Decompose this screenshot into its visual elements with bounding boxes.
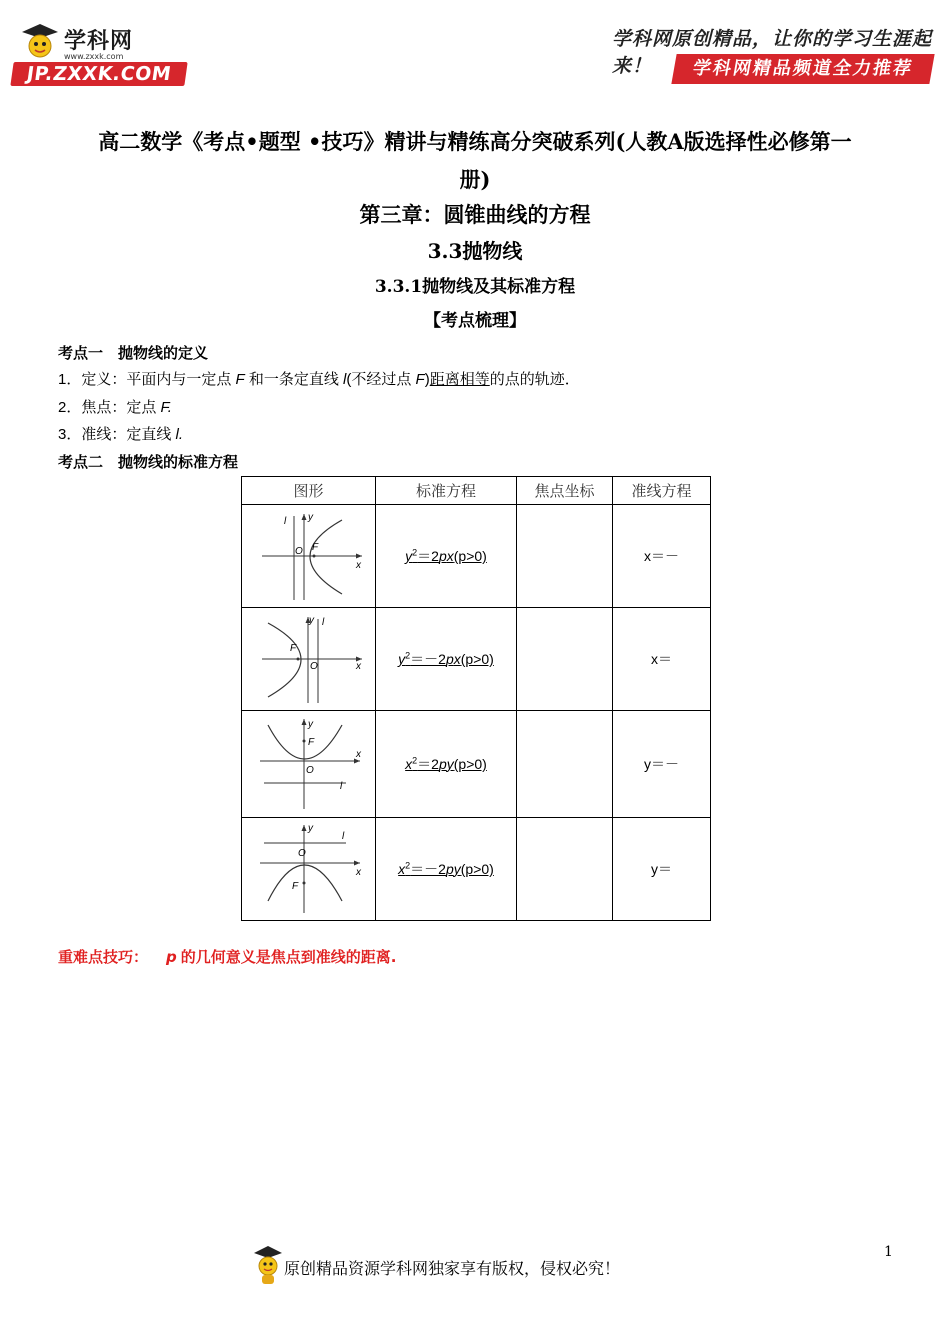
label-l: l bbox=[339, 781, 342, 792]
y-axis-arrow bbox=[301, 514, 306, 520]
chapter-title: 第三章：圆锥曲线的方程 bbox=[359, 202, 591, 227]
equation-text: $x^2=-2py(p>0)$ bbox=[398, 860, 494, 877]
logo-banner: JP.ZXXK.COM bbox=[10, 62, 187, 86]
graph-up-opening bbox=[254, 715, 364, 813]
col-header-focus: 焦点坐标 bbox=[517, 477, 613, 505]
mascot-icon bbox=[18, 22, 60, 62]
graph-cell bbox=[242, 711, 376, 818]
logo-url: www.zxxk.com bbox=[64, 52, 124, 61]
focus-cell bbox=[517, 608, 613, 711]
col-header-graph: 图形 bbox=[242, 477, 376, 505]
equation-text: $y^2=2px(p>0)$ bbox=[405, 547, 487, 564]
label-l: l bbox=[341, 831, 344, 842]
label-l: l bbox=[321, 617, 324, 628]
kd1-item-directrix: 3．准线：定直线 l. bbox=[58, 426, 184, 443]
label-x: x bbox=[355, 867, 361, 878]
section-title: 3.3抛物线 bbox=[427, 239, 523, 263]
kd1-item-focus: 2．焦点：定点 F. bbox=[58, 399, 172, 416]
kd1-heading: 考点一 抛物线的定义 bbox=[58, 344, 209, 362]
doc-title-line1: 高二数学《考点•题型 •技巧》精讲与精练高分突破系列(人教A版选择性必修第一 bbox=[98, 129, 852, 154]
header-banner: 学科网精品频道全力推荐 bbox=[671, 54, 934, 84]
label-y: y bbox=[308, 615, 314, 626]
graph-down-opening bbox=[254, 821, 364, 917]
label-O: O bbox=[309, 661, 318, 672]
label-F: F bbox=[291, 881, 298, 892]
col-header-directrix: 准线方程 bbox=[613, 477, 711, 505]
equation-text: $y^2=-2px(p>0)$ bbox=[398, 650, 494, 667]
focus-cell bbox=[517, 818, 613, 921]
label-F: F bbox=[289, 643, 296, 654]
table-row bbox=[242, 505, 711, 608]
directrix-cell: x＝－ bbox=[613, 505, 711, 608]
graph-cell bbox=[242, 608, 376, 711]
label-O: O bbox=[297, 848, 306, 859]
header-slogan: 学科网原创精品，让你的学习生涯起来！ bbox=[612, 28, 933, 77]
y-axis-arrow bbox=[301, 719, 306, 725]
x-axis-arrow bbox=[354, 861, 360, 866]
doc-title-line2: 册) bbox=[459, 167, 491, 192]
graph-cell bbox=[242, 818, 376, 921]
tip-p: p bbox=[166, 948, 177, 966]
label-y: y bbox=[307, 823, 313, 834]
focus-point bbox=[302, 882, 305, 885]
table-header-row bbox=[242, 477, 711, 505]
equation-text: $x^2=2py(p>0)$ bbox=[405, 755, 487, 772]
graph-cell bbox=[242, 505, 376, 608]
label-O: O bbox=[294, 546, 303, 557]
x-axis-arrow bbox=[356, 554, 362, 559]
parabola-table bbox=[241, 476, 711, 921]
focus-cell bbox=[517, 711, 613, 818]
label-F: F bbox=[307, 737, 314, 748]
equation-cell bbox=[376, 505, 517, 608]
focus-point bbox=[296, 658, 299, 661]
tip-line bbox=[58, 946, 396, 967]
equation-cell bbox=[376, 608, 517, 711]
directrix-cell: y＝ bbox=[613, 818, 711, 921]
label-O: O bbox=[305, 765, 314, 776]
equation-cell bbox=[376, 711, 517, 818]
subsection-title: 3.3.1抛物线及其标准方程 bbox=[374, 277, 576, 297]
tip-text: 的几何意义是焦点到准线的距离. bbox=[180, 948, 397, 966]
label-l: l bbox=[283, 516, 286, 527]
page-number: 1 bbox=[884, 1244, 893, 1260]
label-x: x bbox=[355, 560, 361, 571]
footer-mascot-icon bbox=[252, 1244, 284, 1286]
footer-copyright: 原创精品资源学科网独家享有版权，侵权必究！ bbox=[284, 1259, 621, 1278]
table-row bbox=[242, 818, 711, 921]
focus-cell bbox=[517, 505, 613, 608]
section-bracket-heading: 【考点梳理】 bbox=[424, 311, 526, 331]
directrix-cell: x＝ bbox=[613, 608, 711, 711]
table-row bbox=[242, 608, 711, 711]
kd1-item-definition: 1．定义：平面内与一定点 F 和一条定直线 l(不经过点 F)距离相等的点的轨迹． bbox=[58, 371, 580, 388]
label-x: x bbox=[355, 749, 361, 760]
table-row bbox=[242, 711, 711, 818]
logo-name: 学科网 bbox=[64, 29, 134, 54]
label-y: y bbox=[307, 512, 313, 523]
focus-point bbox=[312, 555, 315, 558]
label-F: F bbox=[311, 542, 318, 553]
tip-label: 重难点技巧： bbox=[58, 948, 149, 966]
graph-left-opening bbox=[254, 611, 364, 707]
graph-right-opening bbox=[254, 508, 364, 604]
label-x: x bbox=[355, 661, 361, 672]
equation-cell bbox=[376, 818, 517, 921]
parabola-curve bbox=[268, 623, 301, 697]
y-axis-arrow bbox=[301, 825, 306, 831]
kd2-heading: 考点二 抛物线的标准方程 bbox=[58, 453, 239, 471]
focus-point bbox=[302, 740, 305, 743]
col-header-equation: 标准方程 bbox=[376, 477, 517, 505]
directrix-cell: y＝－ bbox=[613, 711, 711, 818]
site-logo bbox=[12, 22, 192, 88]
label-y: y bbox=[307, 719, 313, 730]
